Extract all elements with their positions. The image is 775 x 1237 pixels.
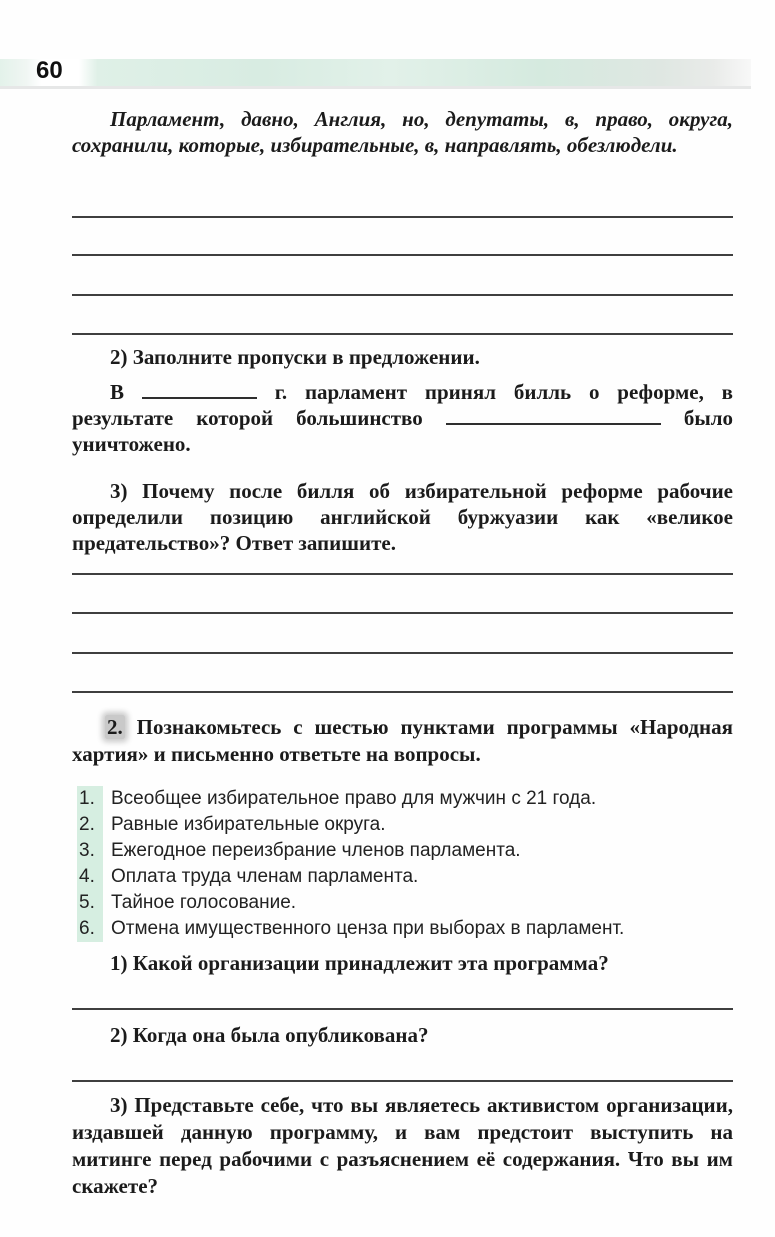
- charter-item-text: Ежегодное переизбрание членов парламента.: [111, 840, 521, 861]
- blank-field-majority: [446, 409, 661, 425]
- charter-item-number: 1.: [77, 786, 103, 812]
- answer-line: [72, 254, 733, 256]
- answer-line: [72, 294, 733, 296]
- exercise-2-instruction: Познакомьтесь с шестью пунктами программы «Народная хартия» и письменно ответьте на вопросы.: [72, 715, 733, 766]
- exercise-2-question-3: 3) Представьте себе, что вы являетесь активистом организации, издавшей данную программу, и вам предстоит выступить на митинге перед рабочими с разъяснением её содержания. Что вы им скажете?: [72, 1093, 733, 1198]
- exercise-2-number-badge: 2.: [107, 715, 123, 739]
- answer-line: [72, 333, 733, 335]
- charter-item: [77, 812, 717, 838]
- charter-item-text: Оплата труда членам парламента.: [111, 866, 419, 887]
- fill-in-sentence: [72, 379, 733, 457]
- charter-item: [77, 864, 717, 890]
- charter-item: [77, 890, 717, 916]
- page-number: 60: [36, 57, 63, 84]
- answer-line: [72, 1008, 733, 1010]
- fill-part-1: В: [110, 380, 125, 404]
- answer-line: [72, 691, 733, 693]
- blank-field-year: [142, 383, 257, 399]
- charter-item-text: Тайное голосование.: [111, 892, 297, 913]
- exercise-2-heading: [72, 714, 733, 768]
- charter-item-number: 5.: [77, 890, 103, 916]
- charter-item-number: 3.: [77, 838, 103, 864]
- charter-item-text: Отмена имущественного ценза при выборах в парламент.: [111, 918, 625, 939]
- answer-line: [72, 216, 733, 218]
- fill-part-2: г. парламент принял билль о реформе, в результате которой большинство: [72, 380, 734, 430]
- answer-line: [72, 612, 733, 614]
- charter-item-text: Равные избирательные округа.: [111, 814, 386, 835]
- charter-item: [77, 916, 717, 942]
- exercise-2-question-1: 1) Какой организации принадлежит эта программа?: [110, 951, 609, 975]
- charter-item-text: Всеобщее избирательное право для мужчин с 21 года.: [111, 788, 597, 809]
- exercise-2-question-2: 2) Когда она была опубликована?: [110, 1023, 429, 1047]
- word-list-paragraph: Парламент, давно, Англия, но, депутаты, в, право, округа, сохранили, которые, избирательные, в, направлять, обезлюдели.: [72, 107, 733, 157]
- answer-line: [72, 573, 733, 575]
- charter-item-number: 6.: [77, 916, 103, 942]
- charter-list: [77, 786, 717, 942]
- answer-line: [72, 1080, 733, 1082]
- charter-item-number: 4.: [77, 864, 103, 890]
- charter-item-number: 2.: [77, 812, 103, 838]
- page-header-bar: [0, 59, 751, 86]
- fill-part-3: было уничтожено.: [72, 406, 733, 456]
- question-2-label: 2) Заполните пропуски в предложении.: [110, 345, 480, 369]
- charter-item: [77, 786, 717, 812]
- answer-line: [72, 652, 733, 654]
- charter-item: [77, 838, 717, 864]
- question-3-paragraph: 3) Почему после билля об избирательной реформе рабочие определили позицию английской буржуазии как «великое предательство»? Ответ запишите.: [72, 479, 733, 555]
